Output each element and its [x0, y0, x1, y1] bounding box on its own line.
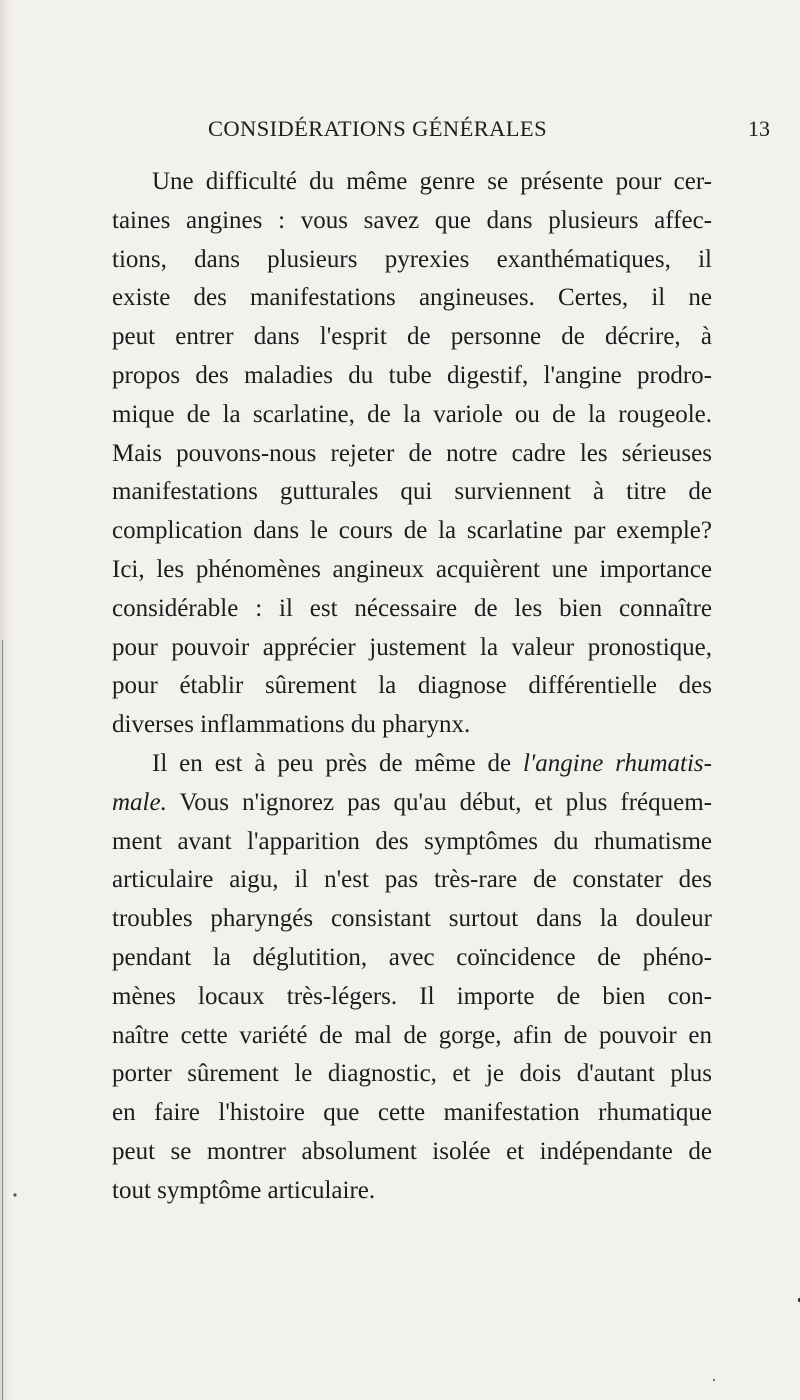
text-line: Mais pouvons-nous rejeter de notre cadre les sérieuses [112, 439, 712, 467]
text-line: taines angines : vous savez que dans plusieurs affec- [112, 206, 712, 234]
text-run: Il en est à peu près de même de [152, 749, 523, 777]
text-line: Ici, les phénomènes angineux acquièrent une importance [112, 555, 712, 583]
running-title: CONSIDÉRATIONS GÉNÉRALES [208, 116, 547, 141]
text-line: en faire l'histoire que cette manifestation rhumatique [112, 1099, 712, 1127]
text-line: troubles pharyngés consistant surtout dans la douleur [112, 905, 712, 933]
text-line: existe des manifestations angineuses. Certes, il ne [112, 284, 712, 312]
text-line: complication dans le cours de la scarlatine par exemple? [112, 517, 712, 545]
text-line: ment avant l'apparition des symptômes du rhumatisme [112, 827, 712, 855]
text-line: Une difficulté du même genre se présente pour cer- [152, 168, 712, 195]
text-line: porter sûrement le diagnostic, et je dois d'autant plus [112, 1060, 712, 1088]
text-run: Vous n'ignorez pas qu'au début, et plus fréquem- [166, 788, 712, 816]
text-line: mique de la scarlatine, de la variole ou de la rougeole. [112, 400, 712, 428]
text-line: peut se montrer absolument isolée et indépendante de [112, 1137, 712, 1165]
page-number: 13 [748, 116, 770, 141]
text-line: considérable : il est nécessaire de les bien connaître [112, 594, 712, 622]
text-line: tions, dans plusieurs pyrexies exanthématiques, il [112, 245, 712, 273]
italic-term: male. [112, 788, 167, 816]
ink-speck [13, 1193, 16, 1196]
text-line: manifestations gutturales qui surviennent à titre de [112, 478, 712, 506]
text-line: propos des maladies du tube digestif, l'angine prodro- [112, 361, 712, 389]
text-line: pendant la déglutition, avec coïncidence de phéno- [112, 943, 712, 971]
text-line: articulaire aigu, il n'est pas très-rare de constater des [112, 866, 712, 894]
text-line: naître cette variété de mal de gorge, afin de pouvoir en [112, 1021, 712, 1049]
text-line: peut entrer dans l'esprit de personne de décrire, à [112, 323, 712, 351]
text-line: pour pouvoir apprécier justement la valeur pronostique, [112, 633, 712, 661]
italic-term: l'angine rhumatis- [522, 749, 712, 777]
text-line: tout symptôme articulaire. [112, 1176, 376, 1204]
ink-speck [713, 1379, 715, 1381]
text-line: pour établir sûrement la diagnose différentielle des [112, 672, 712, 700]
text-line: mènes locaux très-légers. Il importe de bien con- [112, 982, 712, 1010]
text-line: diverses inflammations du pharynx. [112, 711, 471, 739]
